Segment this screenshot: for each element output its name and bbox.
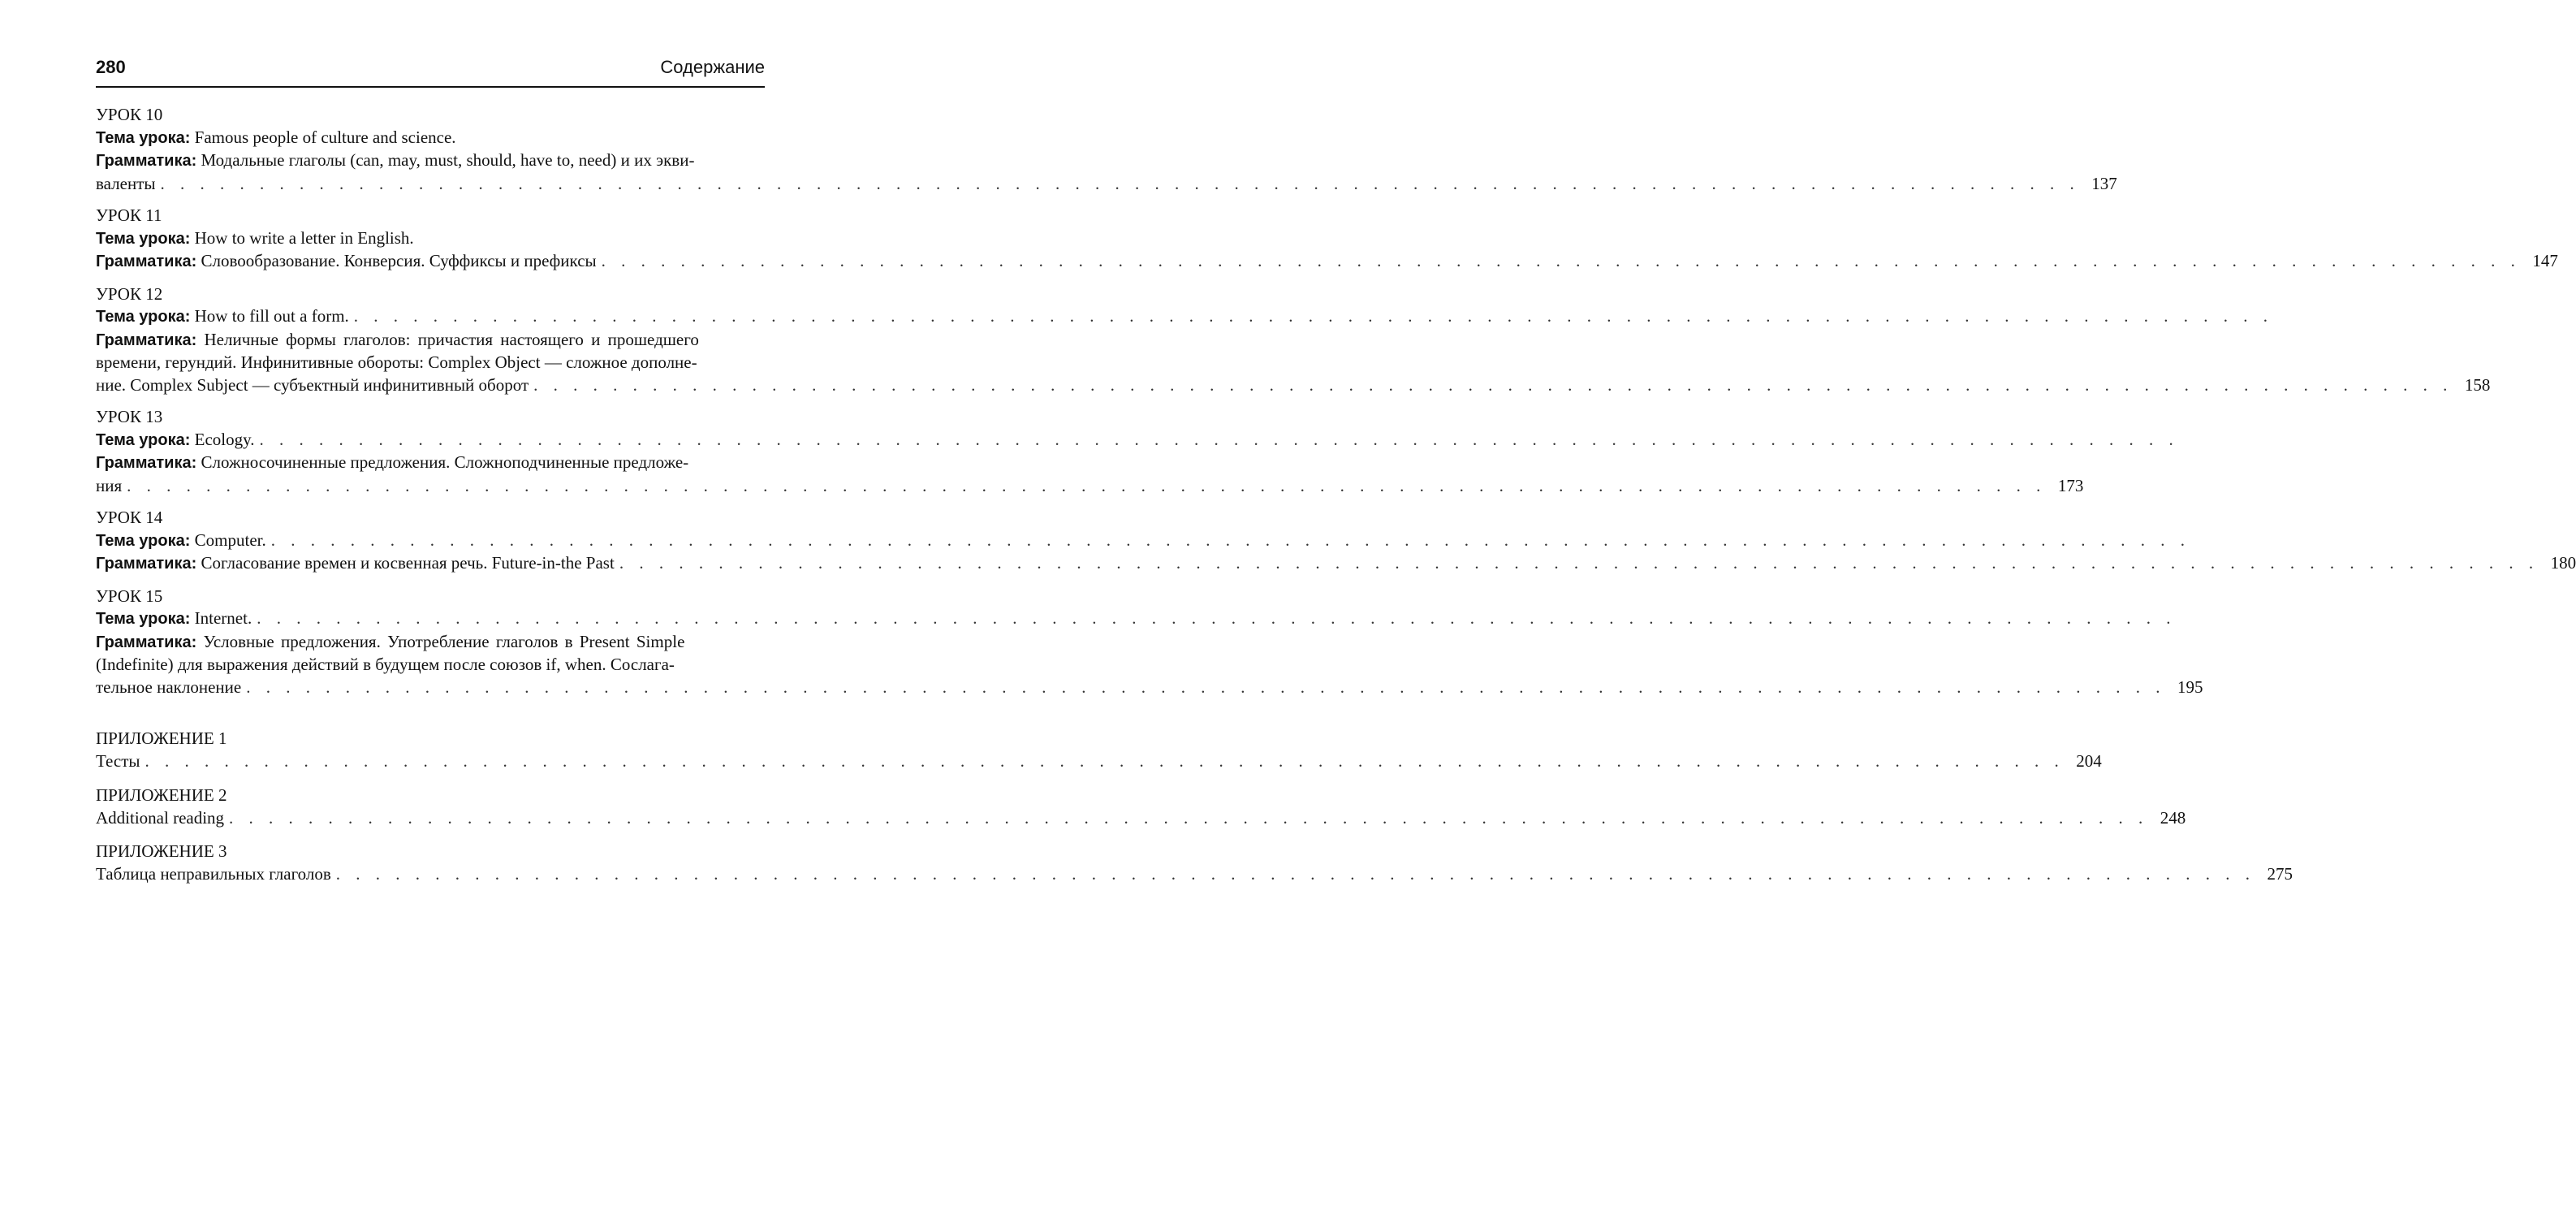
grammar-entry: [96, 677, 2203, 699]
appendix-entry: [96, 807, 2186, 830]
toc-lesson-11: [96, 205, 2558, 274]
page-ref: 173: [2057, 475, 2084, 495]
topic-text: How to write a letter in English.: [194, 227, 414, 248]
page-ref: 137: [2091, 173, 2117, 193]
topic-text: Famous people of culture and science.: [194, 127, 456, 147]
topic-label: Тема урока:: [96, 229, 191, 248]
toc-lesson-15: [96, 586, 2203, 699]
appendices: [96, 726, 2293, 886]
topic-label: Тема урока:: [96, 128, 191, 147]
lesson-title: УРОК 14: [96, 508, 163, 527]
grammar-label: Грамматика:: [96, 331, 197, 349]
page-ref: 147: [2532, 251, 2558, 270]
lesson-topic: [96, 607, 2177, 631]
topic-label: Тема урока:: [96, 610, 191, 628]
toc-lesson-10: [96, 104, 2117, 195]
dot-leader: . . . . . . . . . . . . . . . . . . . . . . . . . . . . . . . . . . . . . . . . . . . . . . . . . . . . . . . . . . . . . . . . . . . . . . . . . . . . . . . . . . . . . . . . . . . . . . . . .: [257, 608, 2177, 628]
grammar-label: Грамматика:: [96, 454, 197, 472]
appendix-title: ПРИЛОЖЕНИЕ 2: [96, 785, 227, 805]
lesson-title: УРОК 13: [96, 407, 163, 426]
toc-appendix-1: [96, 726, 2102, 773]
dot-leader: . . . . . . . . . . . . . . . . . . . . . . . . . . . . . . . . . . . . . . . . . . . . . . . . . . . . . . . . . . . . . . . . . . . . . . . . . . . . . . . . . . . . . . . . . . . . . . . . .: [270, 530, 2190, 550]
toc-lesson-12: [96, 283, 2491, 397]
lesson-title: УРОК 15: [96, 586, 163, 606]
grammar-entry: [96, 250, 2558, 274]
lesson-topic: [96, 530, 2190, 553]
grammar-text: Словообразование. Конверсия. Суффиксы и префиксы: [201, 251, 597, 270]
running-title: Содержание: [660, 57, 765, 77]
grammar-text: тельное наклонение: [96, 677, 242, 697]
page-ref: 204: [2076, 751, 2102, 771]
dot-leader: . . . . . . . . . . . . . . . . . . . . . . . . . . . . . . . . . . . . . . . . . . . . . . . . . . . . . . . . . . . . . . . . . . . . . . . . . . . . . . . . . . . . . . . . . . . . . . . . .: [619, 553, 2539, 573]
grammar-line: времени, герундий. Инфинитивные обороты: Complex Object — сложное дополне-: [96, 352, 697, 372]
page-ref: 195: [2177, 677, 2203, 697]
topic-text: How to fill out a form.: [194, 306, 349, 326]
grammar-label: Грамматика:: [96, 555, 197, 573]
appendix-text: Тесты: [96, 751, 140, 771]
dot-leader: . . . . . . . . . . . . . . . . . . . . . . . . . . . . . . . . . . . . . . . . . . . . . . . . . . . . . . . . . . . . . . . . . . . . . . . . . . . . . . . . . . . . . . . . . . . . . . . . .: [259, 429, 2179, 449]
lesson-topic: [96, 127, 765, 150]
topic-label: Тема урока:: [96, 308, 191, 326]
page-header: [96, 57, 765, 88]
page-ref: 248: [2160, 807, 2186, 828]
appendix-entry: [96, 863, 2293, 886]
grammar-entry: [96, 552, 2576, 576]
dot-leader: . . . . . . . . . . . . . . . . . . . . . . . . . . . . . . . . . . . . . . . . . . . . . . . . . . . . . . . . . . . . . . . . . . . . . . . . . . . . . . . . . . . . . . . . . . . . . . . . .: [127, 475, 2047, 495]
grammar-text: валенты: [96, 173, 156, 193]
toc-content: [96, 104, 2576, 896]
appendix-title: ПРИЛОЖЕНИЕ 3: [96, 841, 227, 861]
grammar-line: Грамматика: Неличные формы глаголов: причастия настоящего и прошедшего: [96, 329, 699, 349]
grammar-line: (Indefinite) для выражения действий в будущем после союзов if, when. Сослага-: [96, 655, 675, 674]
dot-leader: . . . . . . . . . . . . . . . . . . . . . . . . . . . . . . . . . . . . . . . . . . . . . . . . . . . . . . . . . . . . . . . . . . . . . . . . . . . . . . . . . . . . . . . . . . . . . . . . .: [335, 864, 2256, 884]
appendix-text: Additional reading: [96, 807, 225, 828]
grammar-entry: [96, 374, 2491, 397]
grammar-label: Грамматика:: [96, 253, 197, 270]
grammar-line: Грамматика: Условные предложения. Употребление глаголов в Present Simple: [96, 631, 685, 651]
lesson-title: УРОК 12: [96, 283, 163, 304]
dot-leader: . . . . . . . . . . . . . . . . . . . . . . . . . . . . . . . . . . . . . . . . . . . . . . . . . . . . . . . . . . . . . . . . . . . . . . . . . . . . . . . . . . . . . . . . . . . . . . . . .: [145, 751, 2065, 771]
toc-appendix-2: [96, 783, 2186, 830]
grammar-text: ние. Complex Subject — субъектный инфинитивный оборот: [96, 374, 529, 395]
grammar-text: Согласование времен и косвенная речь. Future-in-the Past: [201, 553, 615, 573]
lesson-topic: [96, 305, 2274, 329]
appendix-title: ПРИЛОЖЕНИЕ 1: [96, 728, 227, 748]
topic-text: Computer.: [194, 530, 266, 550]
dot-leader: . . . . . . . . . . . . . . . . . . . . . . . . . . . . . . . . . . . . . . . . . . . . . . . . . . . . . . . . . . . . . . . . . . . . . . . . . . . . . . . . . . . . . . . . . . . . . . . . .: [533, 374, 2453, 395]
topic-label: Тема урока:: [96, 531, 191, 550]
appendix-entry: [96, 750, 2102, 773]
lesson-topic: [96, 429, 2179, 452]
grammar-entry: [96, 475, 2084, 498]
page-ref: 158: [2464, 374, 2491, 395]
appendix-text: Таблица неправильных глаголов: [96, 864, 331, 884]
dot-leader: . . . . . . . . . . . . . . . . . . . . . . . . . . . . . . . . . . . . . . . . . . . . . . . . . . . . . . . . . . . . . . . . . . . . . . . . . . . . . . . . . . . . . . . . . . . . . . . . .: [601, 251, 2521, 270]
toc-appendix-3: [96, 839, 2293, 886]
grammar-entry: [96, 173, 2117, 196]
grammar-label: Грамматика:: [96, 152, 197, 170]
topic-label: Тема урока:: [96, 430, 191, 449]
page-ref: 275: [2267, 864, 2293, 884]
grammar-line: Грамматика: Сложносочиненные предложения. Сложноподчиненные предложе-: [96, 452, 689, 472]
toc-lesson-14: [96, 507, 2576, 576]
grammar-text: ния: [96, 475, 123, 495]
dot-leader: . . . . . . . . . . . . . . . . . . . . . . . . . . . . . . . . . . . . . . . . . . . . . . . . . . . . . . . . . . . . . . . . . . . . . . . . . . . . . . . . . . . . . . . . . . . . . . . . .: [160, 173, 2080, 193]
page-ref: 180: [2550, 553, 2576, 573]
lesson-title: УРОК 11: [96, 205, 162, 225]
dot-leader: . . . . . . . . . . . . . . . . . . . . . . . . . . . . . . . . . . . . . . . . . . . . . . . . . . . . . . . . . . . . . . . . . . . . . . . . . . . . . . . . . . . . . . . . . . . . . . . . .: [229, 807, 2149, 828]
topic-text: Internet.: [194, 608, 252, 628]
page-number: 280: [96, 57, 126, 77]
dot-leader: . . . . . . . . . . . . . . . . . . . . . . . . . . . . . . . . . . . . . . . . . . . . . . . . . . . . . . . . . . . . . . . . . . . . . . . . . . . . . . . . . . . . . . . . . . . . . . . . .: [246, 677, 2166, 697]
lesson-topic: [96, 227, 765, 251]
grammar-line: Грамматика: Модальные глаголы (can, may, must, should, have to, need) и их экви-: [96, 150, 695, 170]
toc-lesson-13: [96, 406, 2179, 497]
lesson-title: УРОК 10: [96, 105, 163, 124]
topic-text: Ecology.: [194, 429, 255, 449]
grammar-label: Грамматика:: [96, 633, 197, 651]
dot-leader: . . . . . . . . . . . . . . . . . . . . . . . . . . . . . . . . . . . . . . . . . . . . . . . . . . . . . . . . . . . . . . . . . . . . . . . . . . . . . . . . . . . . . . . . . . . . . . . . .: [353, 306, 2274, 326]
